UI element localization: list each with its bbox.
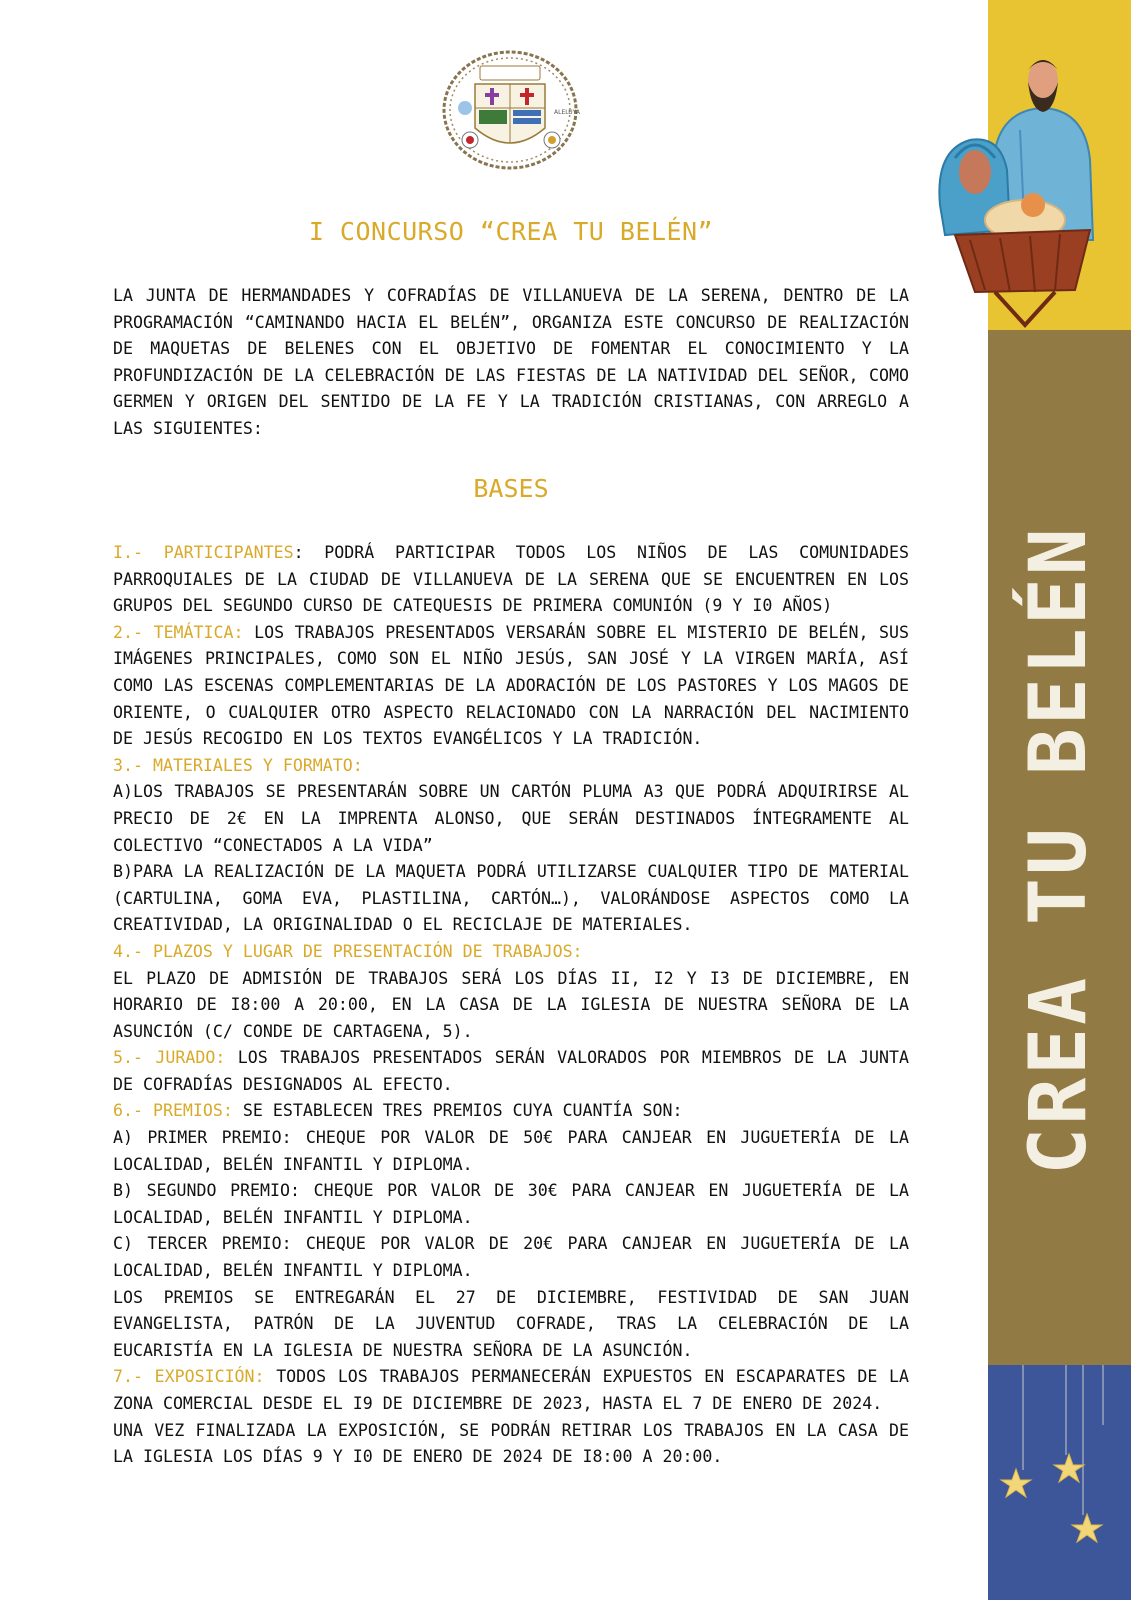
nativity-illustration: [925, 40, 1110, 340]
section-text: EL PLAZO DE ADMISIÓN DE TRABAJOS SERÁ LOS DÍAS II, I2 Y I3 DE DICIEMBRE, EN HORARIO DE I8:00 A 20:00, EN LA CASA DE LA IGLESIA DE NUESTRA SEÑORA DE LA ASUNCIÓN (C/ CONDE DE CARTAGENA, 5).: [113, 968, 909, 1041]
exhibition-pickup: UNA VEZ FINALIZADA LA EXPOSICIÓN, SE PODRÁN RETIRAR LOS TRABAJOS EN LA CASA DE LA IGLESIA LOS DÍAS 9 Y I0 DE ENERO DE 2024 DE I8:00 A 20:00.: [113, 1420, 909, 1467]
section-heading: 4.- PLAZOS Y LUGAR DE PRESENTACIÓN DE TRABAJOS:: [113, 941, 583, 961]
section-text: SE ESTABLECEN TRES PREMIOS CUYA CUANTÍA SON:: [232, 1101, 683, 1121]
bases-list: [113, 540, 909, 1471]
base-participantes: [113, 540, 909, 620]
section-heading: 3.- MATERIALES Y FORMATO:: [113, 755, 363, 775]
section-heading: 7.- EXPOSICIÓN:: [113, 1367, 265, 1387]
brotherhood-crest: [440, 48, 580, 173]
base-premios: [113, 1098, 909, 1125]
prize-delivery: LOS PREMIOS SE ENTREGARÁN EL 27 DE DICIEMBRE, FESTIVIDAD DE SAN JUAN EVANGELISTA, PATRÓN DE LA JUVENTUD COFRADE, TRAS LA CELEBRACIÓN DE LA EUCARISTÍA EN LA IGLESIA DE NUESTRA SEÑORA DE LA ASUNCIÓN.: [113, 1287, 909, 1360]
manger: [955, 230, 1090, 325]
section-text: B)PARA LA REALIZACIÓN DE LA MAQUETA PODRÁ UTILIZARSE CUALQUIER TIPO DE MATERIAL (CARTULINA, GOMA EVA, PLASTILINA, CARTÓN…), VALORÁNDOSE ASPECTOS COMO LA CREATIVIDAD, LA ORIGINALIDAD O EL RECICLAJE DE MATERIALES.: [113, 862, 909, 935]
section-text: A)LOS TRABAJOS SE PRESENTARÁN SOBRE UN CARTÓN PLUMA A3 QUE PODRÁ ADQUIRIRSE AL PRECIO DE 2€ EN LA IMPRENTA ALONSO, QUE SERÁN DESTINADOS ÍNTEGRAMENTE AL COLECTIVO “CONECTADOS A LA VIDA”: [113, 782, 909, 855]
section-heading: 5.- JURADO:: [113, 1048, 226, 1068]
section-text: : PODRÁ PARTICIPAR TODOS LOS NIÑOS DE LAS COMUNIDADES PARROQUIALES DE LA CIUDAD DE VILLANUEVA DE LA SERENA QUE SE ENCUENTREN EN LOS GRUPOS DEL SEGUNDO CURSO DE CATEQUESIS DE PRIMERA COMUNIÓN (9 Y I0 AÑOS): [113, 543, 909, 616]
section-text: LOS TRABAJOS PRESENTADOS SERÁN VALORADOS POR MIEMBROS DE LA JUNTA DE COFRADÍAS DESIGNADOS AL EFECTO.: [113, 1048, 909, 1094]
bases-heading: BASES: [473, 474, 549, 503]
star-icon: [1054, 1454, 1084, 1482]
section-text: LOS TRABAJOS PRESENTADOS VERSARÁN SOBRE EL MISTERIO DE BELÉN, SUS IMÁGENES PRINCIPALES, COMO SON EL NIÑO JESÚS, SAN JOSÉ Y LA VIRGEN MARÍA, ASÍ COMO LAS ESCENAS COMPLEMENTARIAS DE LA ADORACIÓN DE LOS PASTORES Y LOS MAGOS DE ORIENTE, O CUALQUIER OTRO ASPECTO RELACIONADO CON LA NARRACIÓN DEL NACIMIENTO DE JESÚS RECOGIDO EN LOS TEXTOS EVANGÉLICOS Y LA TRADICIÓN.: [113, 622, 910, 749]
prize-second: B) SEGUNDO PREMIO: CHEQUE POR VALOR DE 30€ PARA CANJEAR EN JUGUETERÍA DE LA LOCALIDAD, BELÉN INFANTIL Y DIPLOMA.: [113, 1181, 909, 1227]
base-tematica: [113, 620, 909, 753]
section-heading: I.- PARTICIPANTES: [113, 543, 294, 562]
hanging-stars: [988, 1365, 1131, 1600]
vertical-banner-title: CREA TU BELÉN: [1014, 525, 1104, 1175]
intro-paragraph: LA JUNTA DE HERMANDADES Y COFRADÍAS DE VILLANUEVA DE LA SERENA, DENTRO DE LA PROGRAMACIÓN “CAMINANDO HACIA EL BELÉN”, ORGANIZA ESTE CONCURSO DE REALIZACIÓN DE MAQUETAS DE BELENES CON EL OBJETIVO DE FOMENTAR EL CONOCIMIENTO Y LA PROFUNDIZACIÓN DE LA CELEBRACIÓN DE LAS FIESTAS DE LA NATIVIDAD DEL SEÑOR, COMO GERMEN Y ORIGEN DEL SENTIDO DE LA FE Y LA TRADICIÓN CRISTIANAS, CON ARREGLO A LAS SIGUIENTES:: [113, 286, 909, 438]
prize-first: A) PRIMER PREMIO: CHEQUE POR VALOR DE 50€ PARA CANJEAR EN JUGUETERÍA DE LA LOCALIDAD, BELÉN INFANTIL Y DIPLOMA.: [113, 1128, 909, 1174]
star-icon: [1072, 1514, 1102, 1542]
crest-motto: ALELUYA: [554, 109, 580, 116]
section-heading: 6.- PREMIOS:: [113, 1101, 233, 1121]
page-title: I CONCURSO “CREA TU BELÉN”: [308, 217, 714, 246]
base-jurado: [113, 1045, 909, 1098]
section-heading: 2.- TEMÁTICA:: [113, 622, 244, 642]
prize-third: C) TERCER PREMIO: CHEQUE POR VALOR DE 20€ PARA CANJEAR EN JUGUETERÍA DE LA LOCALIDAD, BELÉN INFANTIL Y DIPLOMA.: [113, 1234, 909, 1281]
base-exposicion: [113, 1364, 909, 1417]
section-text: TODOS LOS TRABAJOS PERMANECERÁN EXPUESTOS EN ESCAPARATES DE LA ZONA COMERCIAL DESDE EL I9 DE DICIEMBRE DE 2023, HASTA EL 7 DE ENERO DE 2024.: [113, 1367, 909, 1413]
star-icon: [1001, 1469, 1031, 1497]
